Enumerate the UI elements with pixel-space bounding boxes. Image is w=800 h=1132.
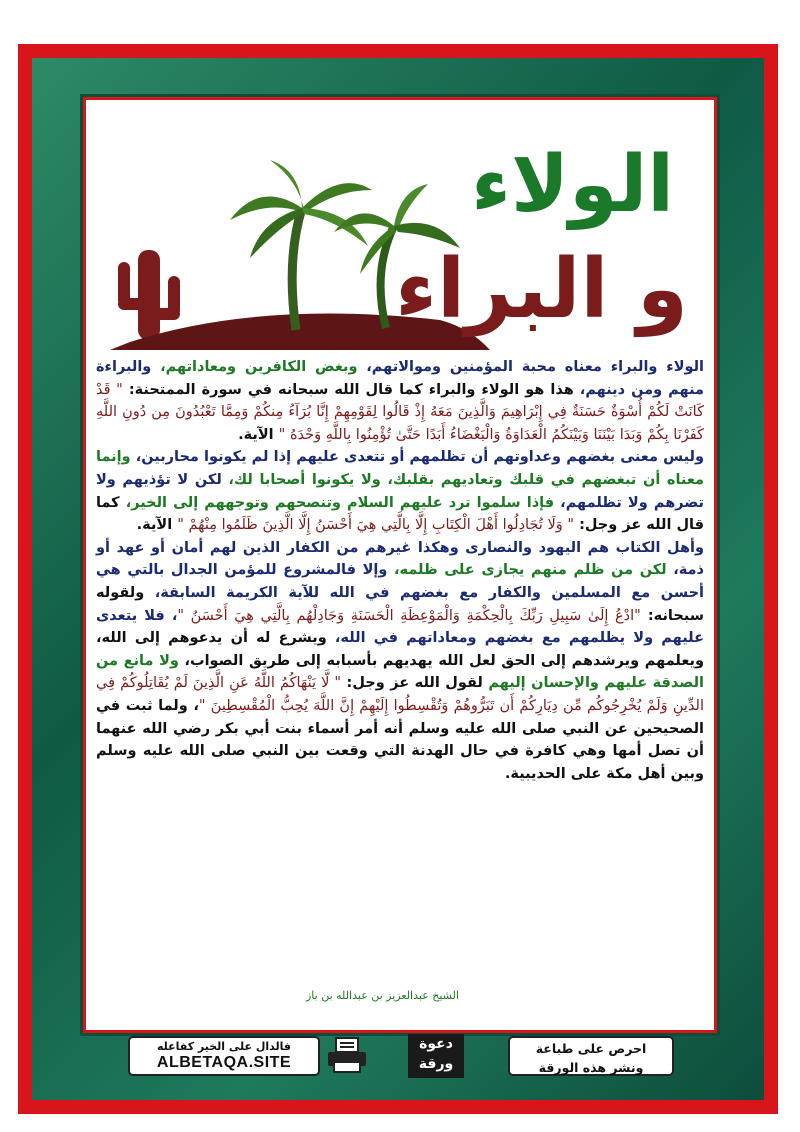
footer-proverb: فالدال على الخير كفاعله — [156, 1040, 292, 1053]
text-segment: كما قال الله عز وجل: — [96, 494, 704, 534]
text-segment: لقول الله عز وجل: — [341, 675, 483, 692]
quran-verse: " وَلَا تُجَادِلُوا أَهْلَ الْكِتَابِ إِلَّا بِالَّتِي هِيَ أَحْسَنُ إِلَّا الَّذِينَ ظَلَمُوا مِنْهُمْ " — [177, 517, 575, 534]
author-signature: الشيخ عبدالعزيز بن عبدالله بن باز — [306, 989, 459, 1002]
logo-text-bottom: ورقة — [418, 1056, 454, 1072]
footer-bar — [128, 1036, 674, 1076]
title-bara: و البراء — [395, 242, 688, 337]
quran-verse: " قَدْ كَانَتْ لَكُمْ أُسْوَةٌ حَسَنَةٌ فِي إِبْرَاهِيمَ وَالَّذِينَ مَعَهُ إِذْ قَالُوا لِقَوْمِهِمْ إِنَّا بُرَآءُ مِنكُمْ وَمِمَّا تَعْبُدُونَ مِن دُونِ اللَّهِ كَفَرْنَا بِكُمْ وَبَدَا بَيْنَنَا وَبَيْنَكُمُ الْعَدَاوَةُ وَالْبَغْضَاءُ أَبَدًا حَتَّىٰ تُؤْمِنُوا بِاللَّهِ وَحْدَهُ " — [96, 381, 704, 443]
text-segment: هذا هو الولاء والبراء كما قال الله سبحانه في سورة الممتحنة: — [122, 381, 574, 398]
print-reminder-line2: ونشر هذه الورقة — [538, 1060, 644, 1075]
cactus-icon — [118, 250, 180, 340]
text-segment: ولقوله سبحانه: — [96, 584, 704, 624]
text-segment: وإنما معناه أن تبغضهم في قلبك وتعاديهم بقلبك، ولا يكونوا أصحابا لك، — [96, 449, 705, 488]
text-segment: ، ولما ثبت في الصحيحين عن النبي صلى الله عليه وسلم أنه أمر أسماء بنت أبي بكر رضي الله عنهما أن تصل أمها وهي كافرة في حال الهدنة التي وقعت بين النبي صلى الله عليه وسلم وبين أهل مكة على الحديبية. — [96, 697, 704, 782]
paragraph — [96, 537, 704, 786]
text-segment: ، فلا يتعدى عليهم ولا يظلمهم مع بغضهم ومعاداتهم في الله، — [96, 607, 704, 647]
text-segment: وليس معنى بغضهم وعداوتهم أن تظلمهم أو تتعدى عليهم إذا لم يكونوا محاربين، — [130, 449, 704, 466]
dawah-logo — [408, 1034, 464, 1078]
text-segment: وبغض الكافرين ومعاداتهم، — [151, 359, 358, 375]
text-segment: فإذا سلموا ترد عليهم السلام وتنصحهم وتوجههم إلى الخير، — [119, 494, 555, 511]
paragraph — [96, 356, 704, 446]
print-reminder-box — [508, 1036, 674, 1076]
text-segment: ولا مانع من الصدقة عليهم والإحسان إليهم — [96, 652, 704, 692]
title-wala: الولاء — [471, 140, 674, 230]
paragraph — [96, 446, 704, 536]
text-segment: وأهل الكتاب هم اليهود والنصارى وهكذا غيرهم من الكفار الذين لهم أمان أو عهد أو ذمة، — [96, 539, 704, 579]
print-reminder-line1: احرص على طباعة — [535, 1041, 647, 1056]
palm-tree-icon — [230, 160, 372, 330]
text-segment: الولاء والبراء معناه محبة المؤمنين وموالاتهم، — [357, 359, 704, 375]
quran-verse: " لَّا يَنْهَاكُمُ اللَّهُ عَنِ الَّذِينَ لَمْ يُقَاتِلُوكُمْ فِي الدِّينِ وَلَمْ يُخْرِجُوكُم مِّن دِيَارِكُمْ أَن تَبَرُّوهُمْ وَتُقْسِطُوا إِلَيْهِمْ إِنَّ اللَّهَ يُحِبُّ الْمُقْسِطِينَ " — [96, 675, 705, 714]
article-body — [96, 356, 704, 785]
text-segment: لكن من ظلم منهم يجازى على ظلمه، — [387, 562, 667, 579]
text-segment: ويشرع له أن يدعوهم إلى الله، ويعلمهم ويرشدهم إلى الحق لعل الله يهديهم بأسبابه إلى طريق الصواب، — [96, 630, 704, 669]
text-segment: الآية. — [136, 517, 178, 534]
site-box[interactable] — [128, 1036, 320, 1076]
text-segment: والبراءة منهم ومن دينهم، — [96, 359, 704, 398]
text-segment: لكن لا تؤذيهم ولا تضرهم ولا تظلمهم، — [96, 471, 705, 511]
quran-verse: "ادْعُ إِلَىٰ سَبِيلِ رَبِّكَ بِالْحِكْمَةِ وَالْمَوْعِظَةِ الْحَسَنَةِ وَجَادِلْهُم بِالَّتِي هِيَ أَحْسَنُ " — [177, 607, 641, 624]
text-segment: الآية. — [238, 426, 279, 443]
text-segment: وإلا فالمشروع للمؤمن الجدال بالتي هي أحسن مع المسلمين والكفار مع بغضهم في الله للآية الكريمة السابقة، — [96, 562, 704, 601]
site-url[interactable]: ALBETAQA.SITE — [156, 1054, 292, 1071]
logo-text-top: دعوة — [419, 1036, 453, 1052]
printer-icon — [324, 1036, 370, 1076]
